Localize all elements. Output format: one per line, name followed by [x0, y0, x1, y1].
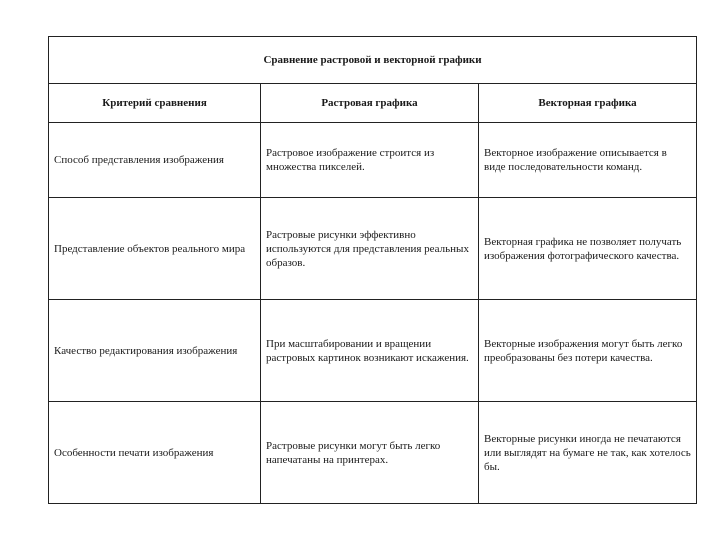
header-criterion: Критерий сравнения: [49, 84, 261, 123]
raster-cell: Растровые рисунки эффективно используются для представления реальных образов.: [261, 198, 479, 300]
criterion-cell: Качество редактирования изображения: [49, 300, 261, 402]
table-title: Сравнение растровой и векторной графики: [49, 37, 697, 84]
table-row: [49, 198, 697, 300]
vector-cell: Векторная графика не позволяет получать изображения фотографического качества.: [479, 198, 697, 300]
raster-cell: Растровые рисунки могут быть легко напечатаны на принтерах.: [261, 402, 479, 504]
table-header-row: [49, 84, 697, 123]
vector-cell: Векторное изображение описывается в виде последовательности команд.: [479, 123, 697, 198]
table-title-row: [49, 37, 697, 84]
header-vector: Векторная графика: [479, 84, 697, 123]
table-row: [49, 402, 697, 504]
vector-cell: Векторные изображения могут быть легко преобразованы без потери качества.: [479, 300, 697, 402]
raster-cell: При масштабировании и вращении растровых картинок возникают искажения.: [261, 300, 479, 402]
table-row: [49, 300, 697, 402]
header-raster: Растровая графика: [261, 84, 479, 123]
raster-cell: Растровое изображение строится из множества пикселей.: [261, 123, 479, 198]
criterion-cell: Особенности печати изображения: [49, 402, 261, 504]
vector-cell: Векторные рисунки иногда не печатаются или выглядят на бумаге не так, как хотелось бы.: [479, 402, 697, 504]
comparison-table: [48, 36, 697, 504]
table-row: [49, 123, 697, 198]
criterion-cell: Представление объектов реального мира: [49, 198, 261, 300]
criterion-cell: Способ представления изображения: [49, 123, 261, 198]
